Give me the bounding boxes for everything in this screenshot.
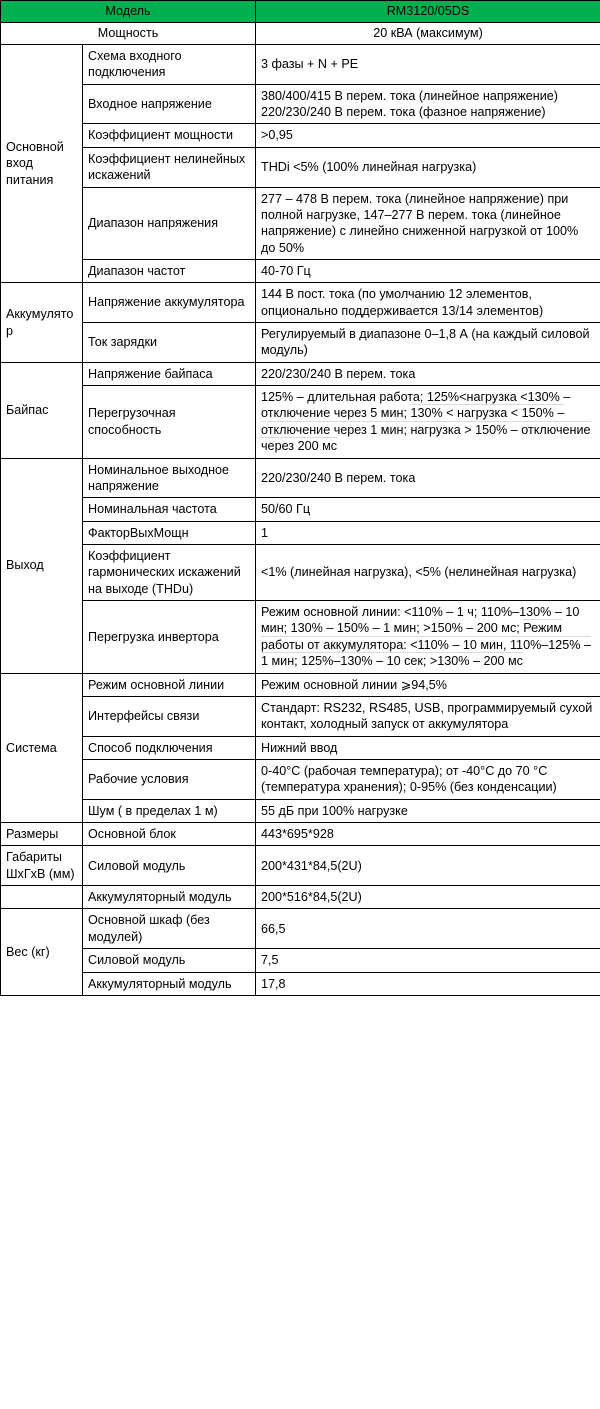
param-value: 55 дБ при 100% нагрузке [256, 799, 600, 822]
table-row [1, 696, 600, 736]
param-value: Нижний ввод [256, 736, 600, 759]
param-label: Перегрузочная способность [83, 386, 256, 458]
power-value: 20 кВА (максимум) [256, 23, 600, 45]
table-row [1, 458, 600, 498]
value-segment: Режим основной линии: <110% – 1 ч; 110%–130% – 10 мин; 130% – 150% – 1 мин; >150% – 200 мс; [261, 605, 580, 636]
value-segment: 130% < нагрузка < 150% – отключение через 1 мин; нагрузка > 150% – отключение через 200 мс [261, 406, 591, 454]
table-row [1, 846, 600, 886]
value-segment: 125% – длительная работа; 125%<нагрузка <130% – отключение через 5 мин; [261, 390, 571, 421]
param-label: Ток зарядки [83, 323, 256, 363]
param-label: Коэффициент нелинейных искажений [83, 147, 256, 187]
table-row [1, 521, 600, 544]
table-row [1, 498, 600, 521]
table-row [1, 323, 600, 363]
param-value: 277 – 478 В перем. тока (линейное напряжение) при полной нагрузке, 147–277 В перем. тока (линейное напряжение) с линейно сниженной нагрузкой от 100% до 50% [256, 187, 600, 259]
param-value: Режим основной линии ⩾94,5% [256, 673, 600, 696]
param-label: Перегрузка инвертора [83, 601, 256, 673]
group-label-system: Система [1, 673, 83, 823]
table-row [1, 972, 600, 995]
table-row [1, 799, 600, 822]
table-row [1, 909, 600, 949]
group-label-bypass: Байпас [1, 362, 83, 458]
multi-segment-value [261, 389, 596, 454]
group-label-spacer [1, 886, 83, 909]
param-label: Аккумуляторный модуль [83, 972, 256, 995]
table-row [1, 84, 600, 124]
param-value: 7,5 [256, 949, 600, 972]
table-row [1, 544, 600, 600]
table-row [1, 886, 600, 909]
param-label: Основной шкаф (без модулей) [83, 909, 256, 949]
param-label: Номинальная частота [83, 498, 256, 521]
param-label: Коэффициент мощности [83, 124, 256, 147]
param-value: Стандарт: RS232, RS485, USB, программируемый сухой контакт, холодный запуск от аккумулятора [256, 696, 600, 736]
param-value: 144 В пост. тока (по умолчанию 12 элементов, опционально поддерживается 13/14 элементов) [256, 283, 600, 323]
param-value: 66,5 [256, 909, 600, 949]
table-row [1, 362, 600, 385]
param-value: 220/230/240 В перем. тока [256, 458, 600, 498]
param-value: 50/60 Гц [256, 498, 600, 521]
table-row [1, 823, 600, 846]
param-value: <1% (линейная нагрузка), <5% (нелинейная нагрузка) [256, 544, 600, 600]
power-label: Мощность [1, 23, 256, 45]
param-value: Регулируемый в диапазоне 0–1,8 А (на каждый силовой модуль) [256, 323, 600, 363]
power-row [1, 23, 600, 45]
param-label: Напряжение байпаса [83, 362, 256, 385]
table-row [1, 283, 600, 323]
param-label: Схема входного подключения [83, 45, 256, 85]
param-value [256, 386, 600, 458]
param-label: Шум ( в пределах 1 м) [83, 799, 256, 822]
param-label: Номинальное выходное напряжение [83, 458, 256, 498]
header-model-label: Модель [1, 1, 256, 23]
param-label: Интерфейсы связи [83, 696, 256, 736]
param-value: 17,8 [256, 972, 600, 995]
group-label-dimensions: Размеры [1, 823, 83, 846]
param-label: Диапазон частот [83, 259, 256, 282]
param-label: Напряжение аккумулятора [83, 283, 256, 323]
table-row [1, 601, 600, 673]
param-value [256, 601, 600, 673]
param-value: THDi <5% (100% линейная нагрузка) [256, 147, 600, 187]
table-row [1, 187, 600, 259]
group-label-output: Выход [1, 458, 83, 673]
table-row [1, 386, 600, 458]
group-label-battery: Аккумулятор [1, 283, 83, 362]
param-label: Силовой модуль [83, 949, 256, 972]
header-model-value: RM3120/05DS [256, 1, 600, 23]
param-value: 200*516*84,5(2U) [256, 886, 600, 909]
table-row [1, 759, 600, 799]
param-value: 0-40°C (рабочая температура); от -40°C до 70 °C (температура хранения); 0-95% (без конденсации) [256, 759, 600, 799]
table-row [1, 45, 600, 85]
param-label: ФакторВыхМощн [83, 521, 256, 544]
param-value: 200*431*84,5(2U) [256, 846, 600, 886]
param-label: Основной блок [83, 823, 256, 846]
table-header-row [1, 1, 600, 23]
table-row [1, 673, 600, 696]
group-label-weight: Вес (кг) [1, 909, 83, 995]
table-row [1, 736, 600, 759]
table-row [1, 124, 600, 147]
param-label: Силовой модуль [83, 846, 256, 886]
group-label-overall-dimensions: Габариты ШхГхВ (мм) [1, 846, 83, 886]
param-value: 1 [256, 521, 600, 544]
table-row [1, 949, 600, 972]
group-label-main-input: Основной вход питания [1, 45, 83, 283]
param-value: 40-70 Гц [256, 259, 600, 282]
value-segment: Режим работы от аккумулятора: <110% – 10 мин, 110%–125% – 1 мин; 125%–130% – 10 сек; >130% – 200 мс [261, 621, 591, 669]
param-value: >0,95 [256, 124, 600, 147]
param-label: Рабочие условия [83, 759, 256, 799]
param-label: Режим основной линии [83, 673, 256, 696]
param-label: Входное напряжение [83, 84, 256, 124]
table-row [1, 259, 600, 282]
param-label: Коэффициент гармонических искажений на выходе (THDu) [83, 544, 256, 600]
param-value: 220/230/240 В перем. тока [256, 362, 600, 385]
param-value: 443*695*928 [256, 823, 600, 846]
param-label: Способ подключения [83, 736, 256, 759]
multi-segment-value [261, 604, 596, 669]
table-row [1, 147, 600, 187]
param-value: 3 фазы + N + PE [256, 45, 600, 85]
param-label: Аккумуляторный модуль [83, 886, 256, 909]
param-label: Диапазон напряжения [83, 187, 256, 259]
param-value: 380/400/415 В перем. тока (линейное напряжение) 220/230/240 В перем. тока (фазное напряжение) [256, 84, 600, 124]
